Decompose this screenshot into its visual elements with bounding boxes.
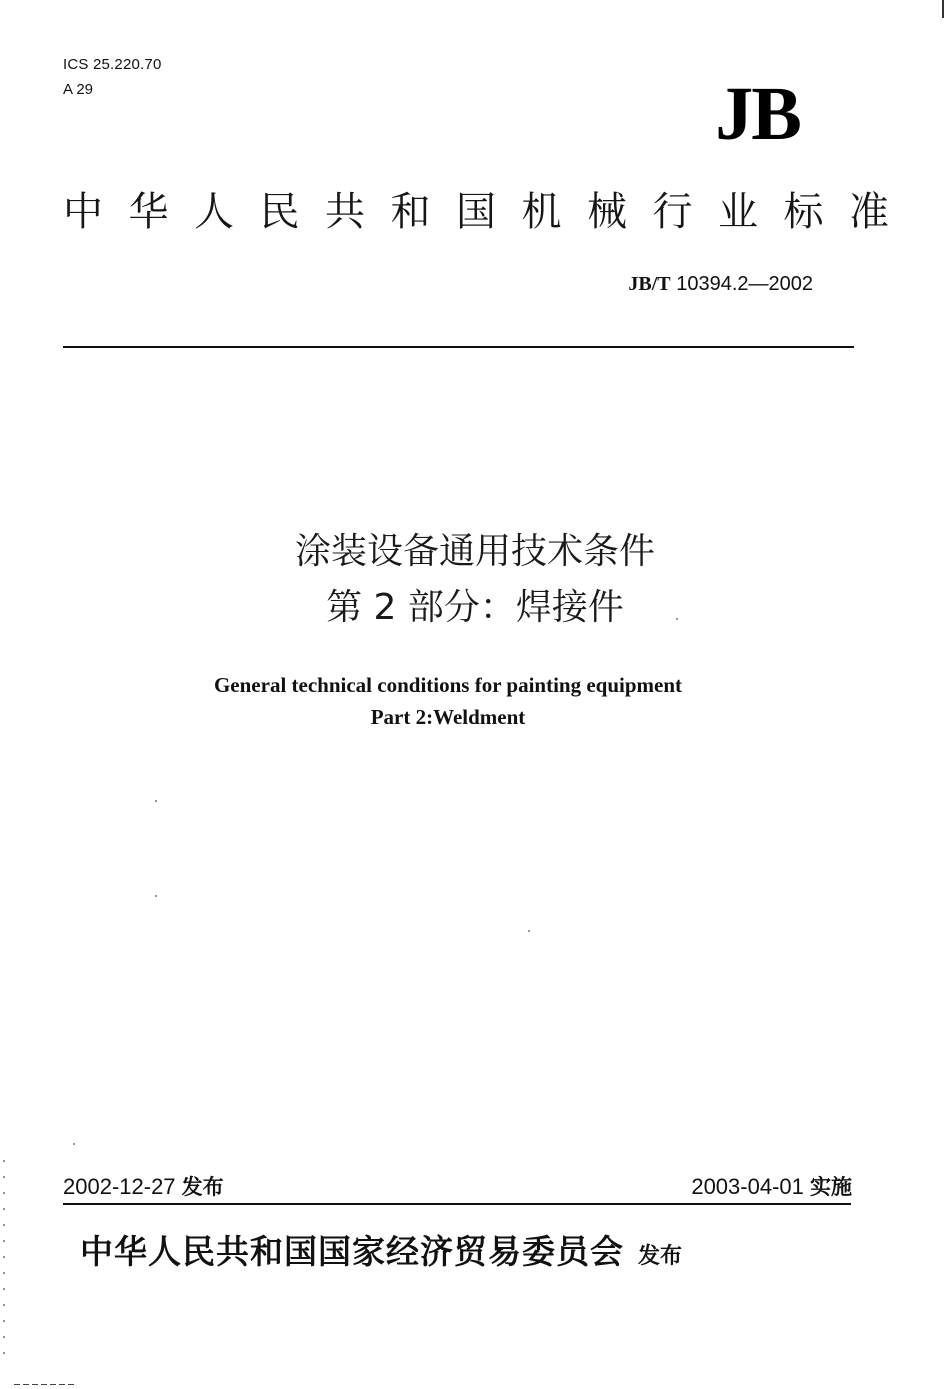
- issue-label: 发布: [181, 1175, 224, 1199]
- scan-speck: [155, 800, 157, 802]
- standard-number-prefix: JB/T: [628, 273, 671, 295]
- publisher: [80, 1229, 682, 1280]
- scan-speck: [676, 618, 678, 620]
- title-chinese-line2: 第 2 部分：焊接件: [326, 587, 624, 628]
- ccs-code: A 29: [63, 81, 94, 98]
- standard-title: 中华人民共和国机械行业标准: [63, 189, 915, 235]
- implement-date-value: 2003-04-01: [691, 1174, 804, 1199]
- scan-scratch: [14, 1384, 74, 1385]
- header-divider: [63, 346, 854, 348]
- title-english-line2: Part 2:Weldment: [370, 705, 526, 729]
- scan-speck: [73, 1143, 75, 1145]
- scan-speck: [155, 895, 157, 897]
- implement-label: 实施: [810, 1175, 852, 1199]
- standard-number: [628, 273, 813, 296]
- title-english-line1: General technical conditions for painting equipment: [213, 673, 683, 697]
- title-chinese-line1: 涂装设备通用技术条件: [294, 531, 655, 572]
- footer-divider: [63, 1203, 851, 1205]
- scan-speck: [528, 930, 530, 932]
- standard-number-value: 10394.2—2002: [676, 273, 813, 295]
- ics-code: ICS 25.220.70: [63, 56, 162, 73]
- publisher-label: 发布: [638, 1244, 683, 1269]
- issue-date: [63, 1172, 224, 1202]
- jb-logo: JB: [715, 72, 800, 156]
- publisher-name: 中华人民共和国国家经济贸易委员会: [80, 1232, 624, 1271]
- scan-edge-mark: [942, 0, 944, 18]
- scan-edge-dots: [3, 1160, 5, 1360]
- implement-date: [691, 1172, 852, 1202]
- issue-date-value: 2002-12-27: [63, 1174, 176, 1199]
